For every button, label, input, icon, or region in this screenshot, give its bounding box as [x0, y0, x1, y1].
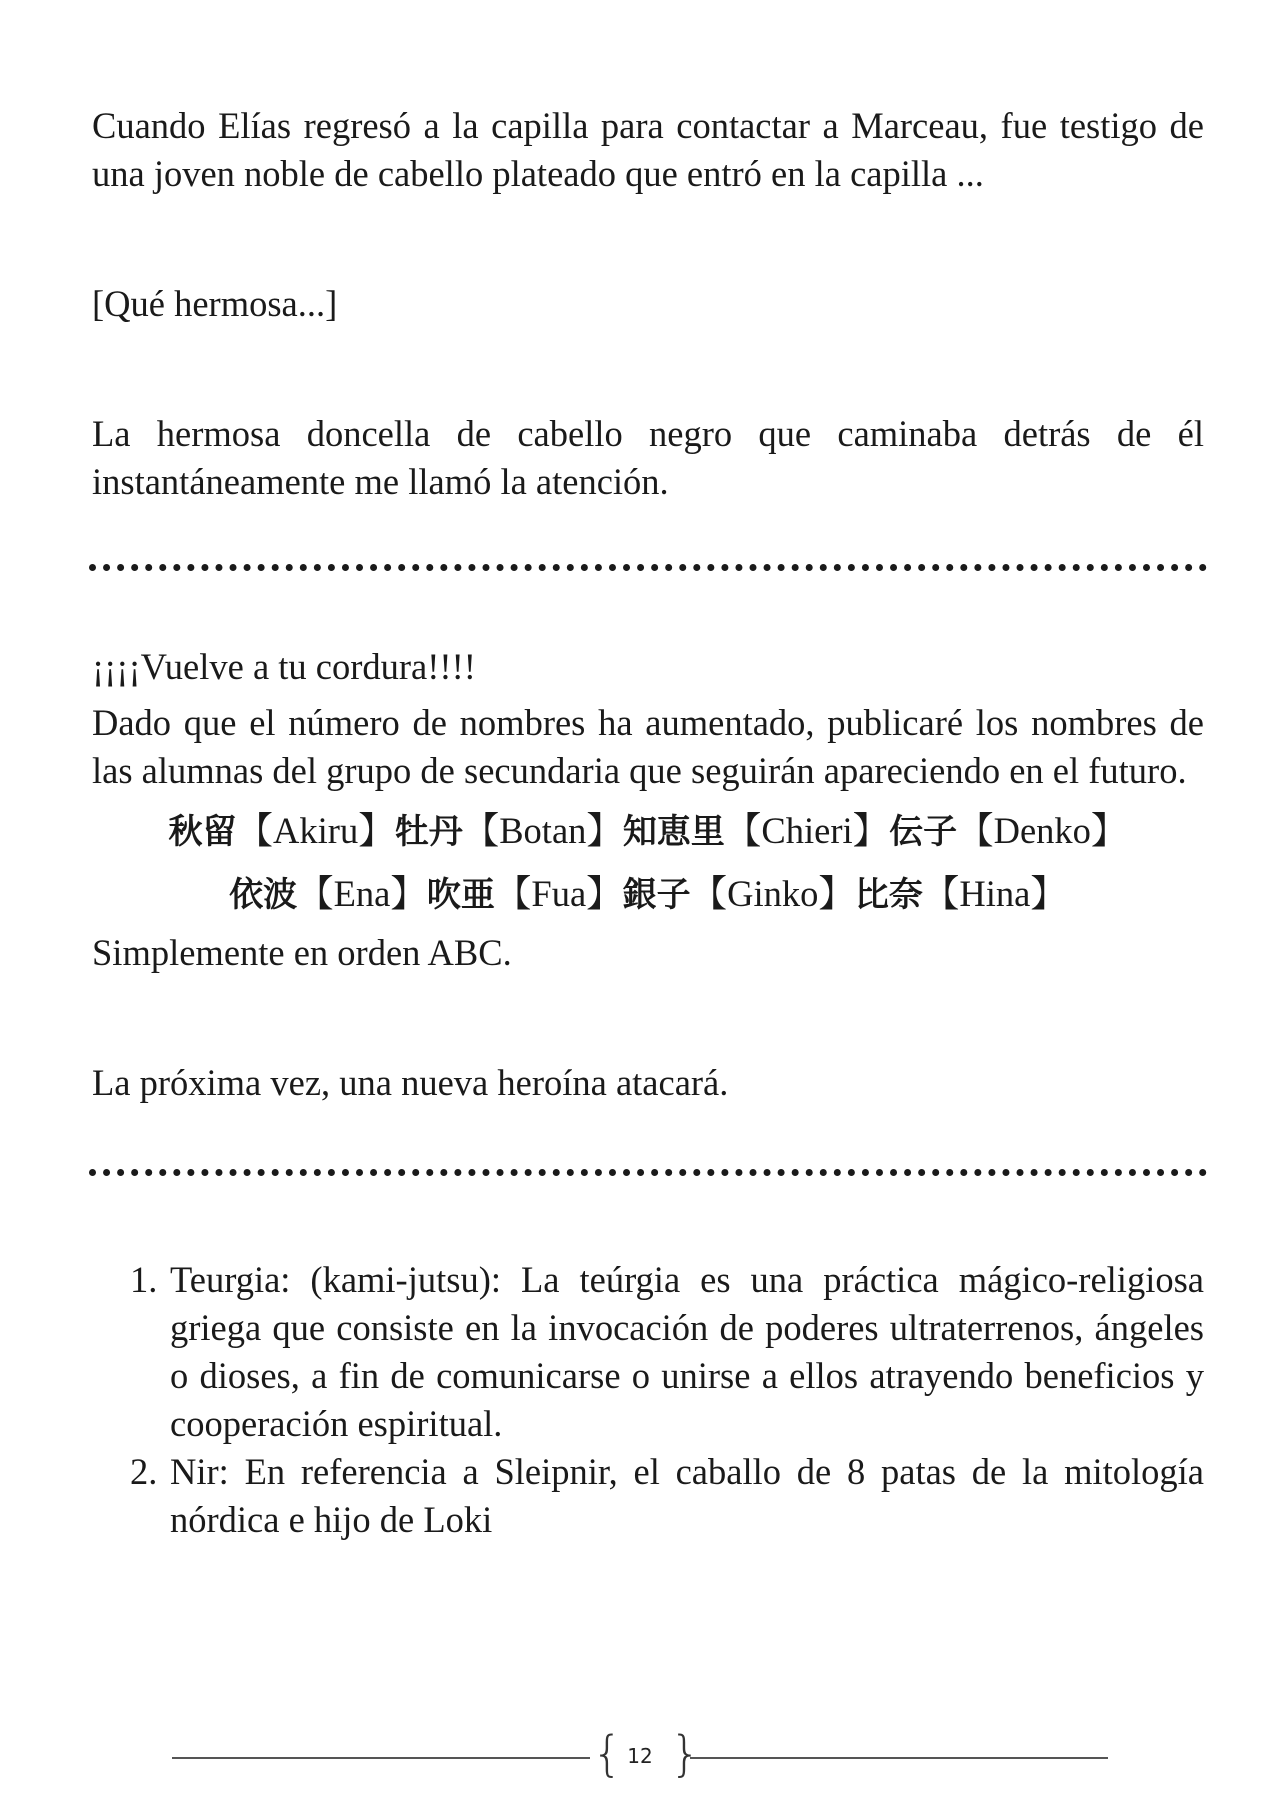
- names-row-2: [92, 870, 1204, 919]
- paragraph-names-intro: Dado que el número de nombres ha aumentado, publicaré los nombres de las alumnas del grupo de secundaria que seguirán apareciendo en el futuro.: [92, 702, 1204, 791]
- name-akiru: 秋留【Akiru】: [168, 810, 395, 852]
- footnote-item: [92, 1448, 1204, 1544]
- footnote-item: [92, 1256, 1204, 1448]
- name-hina: 比奈【Hina】: [854, 873, 1067, 915]
- paragraph-chapel: Cuando Elías regresó a la capilla para contactar a Marceau, fue testigo de una joven noble de cabello plateado que entró en la capilla ...: [92, 105, 1204, 194]
- footer-rule-left: [172, 1757, 590, 1759]
- footnote-text: Nir: En referencia a Sleipnir, el caballo de 8 patas de la mitología nórdica e hijo de Loki: [170, 1451, 1204, 1540]
- right-brace-icon: }: [670, 1726, 701, 1782]
- footer-rule-right: [690, 1757, 1108, 1759]
- paragraph-maiden: La hermosa doncella de cabello negro que caminaba detrás de él instantáneamente me llamó la atención.: [92, 413, 1204, 502]
- dotted-separator-bottom: [89, 1169, 1207, 1176]
- name-botan: 牡丹【Botan】: [394, 810, 623, 852]
- paragraph-thought: [Qué hermosa...]: [92, 283, 338, 324]
- names-row-1: [92, 807, 1204, 856]
- paragraph-sanity: ¡¡¡¡Vuelve a tu cordura!!!!: [92, 646, 476, 687]
- paragraph-abc: Simplemente en orden ABC.: [92, 932, 512, 973]
- name-ena: 依波【Ena】: [229, 873, 427, 915]
- footnotes-list: [92, 1256, 1204, 1544]
- left-brace-icon: {: [592, 1726, 623, 1782]
- name-denko: 伝子【Denko】: [889, 810, 1128, 852]
- paragraph-next-time: La próxima vez, una nueva heroína atacará.: [92, 1062, 729, 1103]
- footnote-number: 2.: [130, 1451, 158, 1492]
- name-chieri: 知恵里【Chieri】: [622, 810, 890, 852]
- footnote-text: Teurgia: (kami-jutsu): La teúrgia es una práctica mágico-religiosa griega que consiste en la invocación de poderes ultraterrenos, ángeles o dioses, a fin de comunicarse o unirse a ellos atrayendo beneficios y cooperación espiritual.: [170, 1259, 1204, 1444]
- page-content: [92, 102, 1204, 1544]
- footnote-number: 1.: [130, 1259, 158, 1300]
- name-ginko: 銀子【Ginko】: [622, 873, 855, 915]
- dotted-separator-top: [89, 564, 1207, 571]
- name-fua: 吹亜【Fua】: [426, 873, 623, 915]
- page-footer: [172, 1726, 1108, 1782]
- page-number: 12: [627, 1744, 653, 1768]
